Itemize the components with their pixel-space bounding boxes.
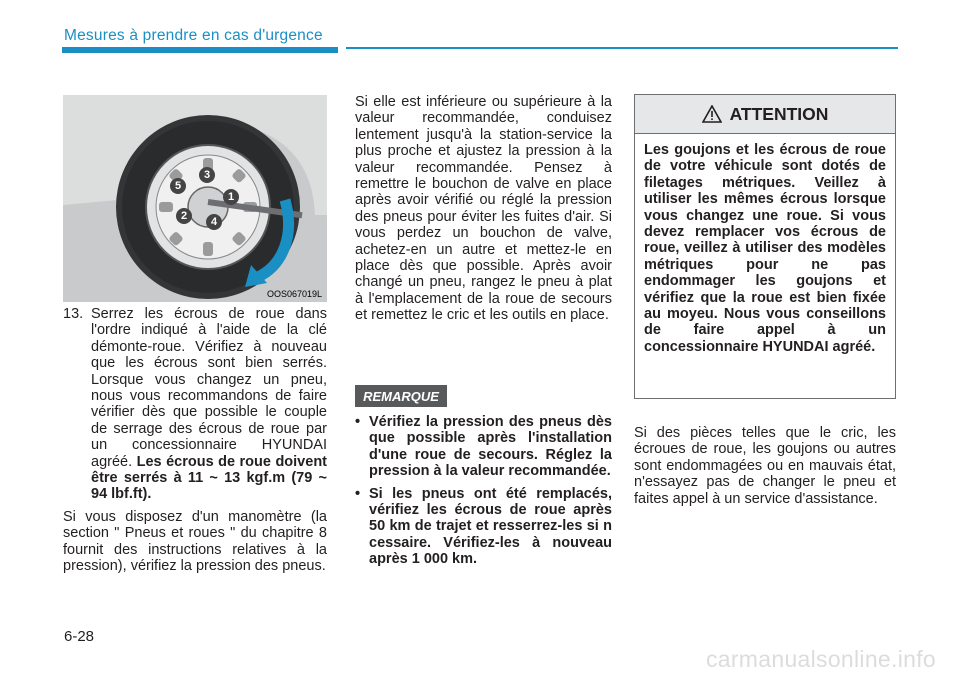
bullet-text: Vérifiez la pression des pneus dès que possible après l'installation d'une roue de secours. Réglez la pression à la valeur recommandée. xyxy=(369,414,612,480)
nut-number-3: 3 xyxy=(199,167,215,183)
middle-paragraph: Si elle est inférieure ou supérieure à la valeur recommandée, conduisez lentement jusqu'à la station-service la plus proche et ajustez la pression à la valeur recommandée. Pensez à remettre le bouchon de valve en place après avoir vérifié ou réglé la pression des pneus pour éviter les fuites d'air. Si vous perdez un bouchon de valve, achetez-en un autre et mettez-le en place dès que possible. Après avoir changé un pneu, rangez le pneu à plat à l'emplacement de la roue de secours et remettez le cric et les outils en place. xyxy=(355,94,612,324)
torque-spec: Les écrous de roue doivent être serrés à 11 ~ 13 kgf.m (79 ~ 94 lbf.ft). xyxy=(91,453,327,503)
header-accent-bar xyxy=(62,47,338,53)
nut-number-2: 2 xyxy=(176,208,192,224)
bullet-dot: • xyxy=(355,414,361,430)
attention-header xyxy=(635,95,895,134)
remark-label: REMARQUE xyxy=(355,385,447,407)
nut-number-1: 1 xyxy=(223,189,239,205)
list-item xyxy=(355,486,612,568)
step-number: 13. xyxy=(63,306,84,322)
right-paragraph: Si des pièces telles que le cric, les écroues de roue, les goujons ou autres sont endommagées ou en mauvais état, n'essayez pas de changer le pneu et faites appel à un service d'assistance. xyxy=(634,425,896,507)
bullet-dot: • xyxy=(355,485,361,502)
header-rule xyxy=(346,47,898,49)
step-13 xyxy=(63,306,327,503)
remark-bullets xyxy=(355,414,612,574)
figure-code: OOS067019L xyxy=(266,289,322,299)
attention-box xyxy=(634,94,896,399)
warning-triangle-icon xyxy=(702,105,722,123)
nut-number-4: 4 xyxy=(206,214,222,230)
attention-title: ATTENTION xyxy=(729,103,829,124)
step-body xyxy=(91,306,327,503)
nut-number-5: 5 xyxy=(170,178,186,194)
bullet-text: Si les pneus ont été remplacés, vérifiez les écrous de roue après 50 km de trajet et resserrez-les si n cessaire. Vérifiez-les à nouveau après 1 000 km. xyxy=(369,485,612,568)
column-left xyxy=(63,306,327,575)
pressure-paragraph: Si vous disposez d'un manomètre (la section " Pneus et roues " du chapitre 8 fournit des instructions relatives à la pression), vérifiez la pression des pneus. xyxy=(63,508,327,575)
column-middle xyxy=(355,94,612,324)
step-text: Serrez les écrous de roue dans l'ordre indiqué à l'aide de la clé démonte-roue. Vérifiez à nouveau que les écrous sont bien serrés. Lorsque vous changez un pneu, nous vous recommandons de faire vérifier dès que possible le couple de serrage des écrous de roue par un concessionnaire HYUNDAI agréé. xyxy=(91,306,327,470)
list-item xyxy=(355,414,612,480)
wheel-drawing xyxy=(63,95,327,302)
wheel-illustration xyxy=(63,95,327,302)
page-number: 6-28 xyxy=(64,628,95,645)
watermark: carmanualsonline.info xyxy=(705,646,936,672)
attention-body: Les goujons et les écrous de roue de votre véhicule sont dotés de filetages métriques. Veillez à utiliser les mêmes écrous lorsque vous changez une roue. Si vous devez remplacer vos écrous de roue, veillez à utiliser des modèles métriques pour ne pas endommager les goujons et vérifiez que la roue est bien fixée au moyeu. Nous vous conseillons de faire appel à un concessionnaire HYUNDAI agréé. xyxy=(644,142,886,355)
section-header: Mesures à prendre en cas d'urgence xyxy=(64,27,323,44)
column-right xyxy=(634,425,896,507)
